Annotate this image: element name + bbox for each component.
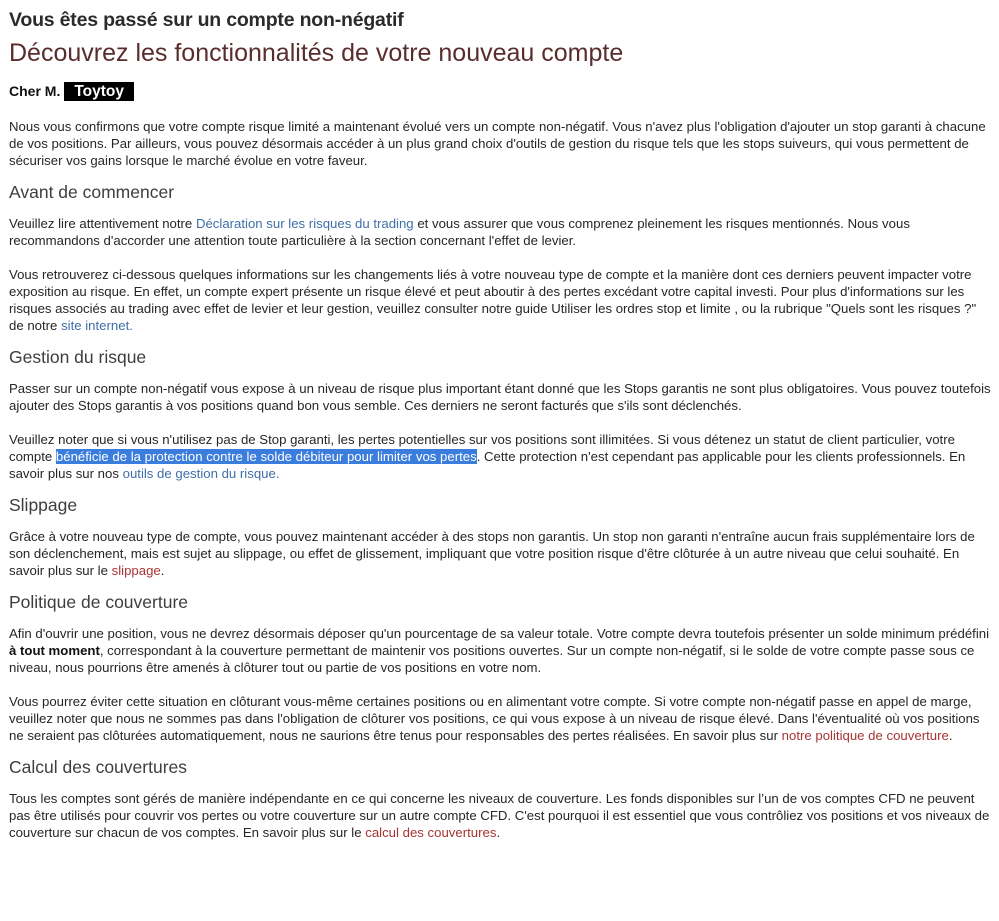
- gestion-paragraph-2: [9, 431, 993, 482]
- text-run: Vous retrouverez ci-dessous quelques informations sur les changements liés à votre nouveau type de compte et la manière dont ces derniers peuvent impacter votre exposition au risque. En effet, un compte expert présente un risque élevé et peut aboutir à des pertes excédant votre capital investi. Pour plus d'informations sur les risques associés au trading avec effet de levier et leur gestion, veuillez consulter notre guide Utiliser les ordres stop et limite , ou la rubrique "Quels sont les risques ?" de notre: [9, 267, 977, 333]
- risk-declaration-link[interactable]: Déclaration sur les risques du trading: [195, 216, 414, 231]
- risk-tools-link[interactable]: outils de gestion du risque.: [122, 466, 280, 481]
- slippage-link[interactable]: slippage: [111, 563, 161, 578]
- kicker-heading: Vous êtes passé sur un compte non-négatif: [9, 9, 404, 31]
- text-run: Veuillez noter que si vous n'utilisez pas de Stop garanti, les pertes potentielles sur vos positions sont illimitées. Si vous détenez un statut de client particulier, votre compte: [9, 432, 955, 464]
- greeting: [9, 81, 993, 101]
- margin-policy-link[interactable]: notre politique de couverture: [781, 728, 949, 743]
- gestion-paragraph-1: Passer sur un compte non-négatif vous expose à un niveau de risque plus important étant donné que les Stops garantis ne sont plus obligatoires. Vous pouvez toutefois ajouter des Stops garantis à vos positions quand bon vous semble. Ces derniers ne seront facturés que s'ils sont déclenchés.: [9, 381, 991, 413]
- selected-text-highlight[interactable]: bénéficie de la protection contre le solde débiteur pour limiter vos pertes: [55, 449, 477, 464]
- slippage-paragraph: [9, 528, 993, 579]
- customer-name-redacted: Toytoy: [64, 82, 134, 101]
- section-heading-gestion: Gestion du risque: [9, 347, 147, 367]
- section-heading-slippage: Slippage: [9, 495, 78, 515]
- text-run: , correspondant à la couverture permettant de maintenir vos positions ouvertes. Sur un compte non-négatif, si le solde de votre compte passe sous ce niveau, nous pourrions être amenés à clôturer tout ou partie de vos positions en votre nom.: [9, 643, 975, 675]
- section-heading-avant: Avant de commencer: [9, 182, 175, 202]
- text-run: .: [496, 825, 501, 840]
- couverture-paragraph-2: [9, 693, 993, 744]
- avant-paragraph-2: [9, 266, 993, 334]
- calcul-paragraph: [9, 790, 993, 841]
- text-run: .: [160, 563, 165, 578]
- website-link[interactable]: site internet.: [61, 318, 133, 333]
- salutation: Cher M.: [9, 83, 61, 99]
- avant-paragraph-1: [9, 215, 993, 249]
- page-title: Découvrez les fonctionnalités de votre nouveau compte: [9, 39, 624, 67]
- margin-calculation-link[interactable]: calcul des couvertures: [365, 825, 497, 840]
- text-run: Afin d'ouvrir une position, vous ne devrez désormais déposer qu'un pourcentage de sa valeur totale. Votre compte devra toutefois présenter un solde minimum prédéfini: [9, 626, 990, 641]
- text-run: et vous assurer que vous comprenez pleinement les risques mentionnés. Nous vous recommandons d'accorder une attention toute particulière à la section concernant l'effet de levier.: [9, 216, 910, 248]
- couverture-paragraph-1: [9, 625, 993, 676]
- text-run: Tous les comptes sont gérés de manière indépendante en ce qui concerne les niveaux de couverture. Les fonds disponibles sur l’un de vos comptes CFD ne peuvent pas être utilisés pour couvrir vos pertes ou votre couverture sur un autre compte CFD. C'est pourquoi il est essentiel que vous contrôliez vos positions et vos niveaux de couverture sur chacun de vos comptes. En savoir plus sur le: [9, 791, 990, 840]
- text-run: Vous pourrez éviter cette situation en clôturant vous-même certaines positions ou en alimentant votre compte. Si votre compte non-négatif passe en appel de marge, veuillez noter que nous ne sommes pas dans l'obligation de clôturer vos positions, ce qui vous expose à un niveau de risque élevé. Dans l'éventualité où vos positions ne seraient pas clôturées automatiquement, nous ne saurions être tenus pour responsables des pertes réalisées. En savoir plus sur: [9, 694, 980, 743]
- intro-paragraph: Nous vous confirmons que votre compte risque limité a maintenant évolué vers un compte non-négatif. Vous n'avez plus l'obligation d'ajouter un stop garanti à chacune de vos positions. Par ailleurs, vous pouvez désormais accéder à un plus grand choix d'outils de gestion du risque tels que les stops suiveurs, qui vous permettent de sécuriser vos gains lorsque le marché évolue en votre faveur.: [9, 119, 986, 168]
- text-run: Veuillez lire attentivement notre: [9, 216, 196, 231]
- text-run: . Cette protection n'est cependant pas applicable pour les clients professionnels. En savoir plus sur nos: [9, 449, 966, 481]
- section-heading-couverture: Politique de couverture: [9, 592, 188, 612]
- text-run: Grâce à votre nouveau type de compte, vous pouvez maintenant accéder à des stops non garantis. Un stop non garanti n'entraîne aucun frais supplémentaire lors de son déclenchement, mais est sujet au slippage, ou effet de glissement, impliquant que votre position risque d'être clôturée à un autre niveau que celui souhaité. En savoir plus sur le: [9, 529, 975, 578]
- section-heading-calcul: Calcul des couvertures: [9, 757, 187, 777]
- emphasis-text: à tout moment: [9, 643, 100, 658]
- text-run: .: [948, 728, 953, 743]
